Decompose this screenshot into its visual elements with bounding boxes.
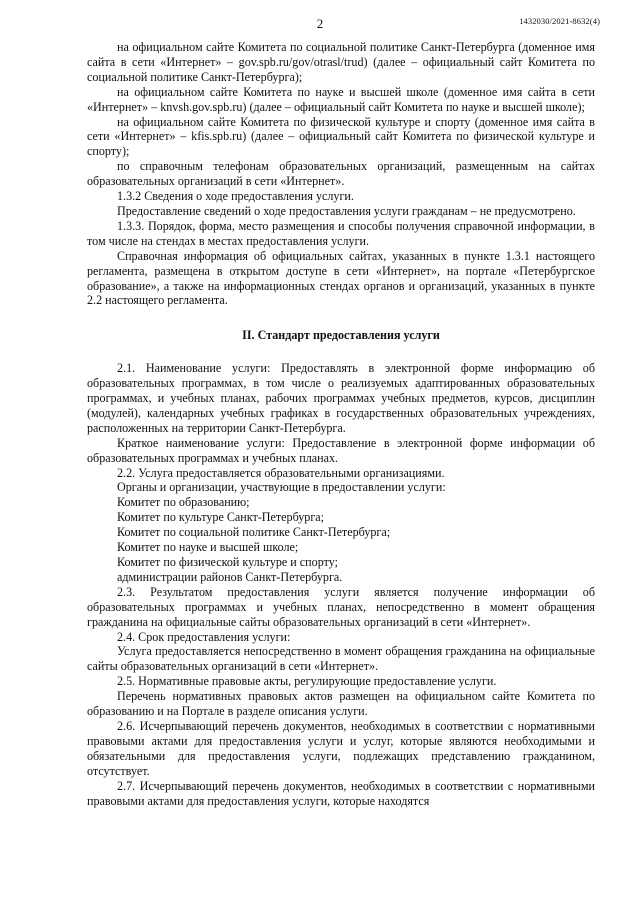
paragraph: 2.7. Исчерпывающий перечень документов, необходимых в соответствии с нормативными правовыми актами для предоставления услуги, которые находятся xyxy=(87,778,595,808)
document-body xyxy=(87,40,595,808)
list-item: Комитет по образованию; xyxy=(117,495,250,510)
paragraph: 2.3. Результатом предоставления услуги является получение информации об образовательных программах и учебных планах, непосредственно в момент обращения гражданина на официальные сайты образовательных организаций в сети «Интернет». xyxy=(87,584,595,629)
paragraph: 2.4. Срок предоставления услуги: xyxy=(117,629,291,644)
list-item: администрации районов Санкт-Петербурга. xyxy=(117,569,343,584)
list-item: Комитет по культуре Санкт-Петербурга; xyxy=(117,510,325,525)
paragraph: 2.6. Исчерпывающий перечень документов, необходимых в соответствии с нормативными правовыми актами для предоставления услуги и услуг, которые являются необходимыми и обязательными для предоставления услуги, подлежащих представлению гражданином, отсутствует. xyxy=(87,718,595,778)
paragraph: по справочным телефонам образовательных организаций, размещенным на сайтах образовательных организаций в сети «Интернет». xyxy=(87,159,595,189)
list-item: Комитет по науке и высшей школе; xyxy=(117,540,299,555)
paragraph: 1.3.2 Сведения о ходе предоставления услуги. xyxy=(117,189,354,204)
section-heading: II. Стандарт предоставления услуги xyxy=(242,328,440,343)
paragraph: Справочная информация об официальных сайтах, указанных в пункте 1.3.1 настоящего регламента, размещена в открытом доступе в сети «Интернет», на портале «Петербургское образование», а также на информационных стендах органов и организаций, указанных в пункте 2.2 настоящего регламента. xyxy=(87,248,595,308)
paragraph: 2.2. Услуга предоставляется образовательными организациями. xyxy=(117,465,445,480)
list-item: Комитет по физической культуре и спорту; xyxy=(117,555,338,569)
paragraph: Краткое наименование услуги: Предоставление в электронной форме информации об образовательных программах и учебных планах. xyxy=(87,435,595,465)
paragraph: на официальном сайте Комитета по науке и высшей школе (доменное имя сайта в сети «Интернет» – knvsh.gov.spb.ru) (далее – официальный сайт Комитета по науке и высшей школе); xyxy=(87,84,595,114)
paragraph: 1.3.3. Порядок, форма, место размещения и способы получения справочной информации, в том числе на стендах в местах предоставления услуги. xyxy=(87,218,595,248)
paragraph: Органы и организации, участвующие в предоставлении услуги: xyxy=(117,480,446,495)
paragraph: Перечень нормативных правовых актов размещен на официальном сайте Комитета по образованию и на Портале в разделе описания услуги. xyxy=(87,689,595,719)
paragraph: Предоставление сведений о ходе предоставления услуги гражданам – не предусмотрено. xyxy=(117,203,576,218)
paragraph: на официальном сайте Комитета по социальной политике Санкт-Петербурга (доменное имя сайта в сети «Интернет» – gov.spb.ru/gov/otrasl/trud) (далее – официальный сайт Комитета по социальной политике Санкт-Петербурга); xyxy=(87,40,595,84)
paragraph: Услуга предоставляется непосредственно в момент обращения гражданина на официальные сайты образовательных организаций в сети «Интернет». xyxy=(87,644,595,674)
paragraph: на официальном сайте Комитета по физической культуре и спорту (доменное имя сайта в сети «Интернет» – kfis.spb.ru) (далее – официальный сайт Комитета по физической культуре и спорту); xyxy=(87,114,595,159)
list-item: Комитет по социальной политике Санкт-Петербурга; xyxy=(117,525,391,540)
paragraph: 2.1. Наименование услуги: Предоставлять в электронной форме информацию об образовательных программах, в том числе о реализуемых адаптированных образовательных программах, и учебных планах, рабочих программах учебных предметов, курсов, дисциплин (модулей), календарных учебных графиках в государственных образовательных учреждениях, расположенных на территории Санкт-Петербурга. xyxy=(87,361,595,435)
document-id: 1432030/2021-8632(4) xyxy=(519,16,600,26)
page-number: 2 xyxy=(316,16,324,31)
paragraph: 2.5. Нормативные правовые акты, регулирующие предоставление услуги. xyxy=(117,674,497,689)
